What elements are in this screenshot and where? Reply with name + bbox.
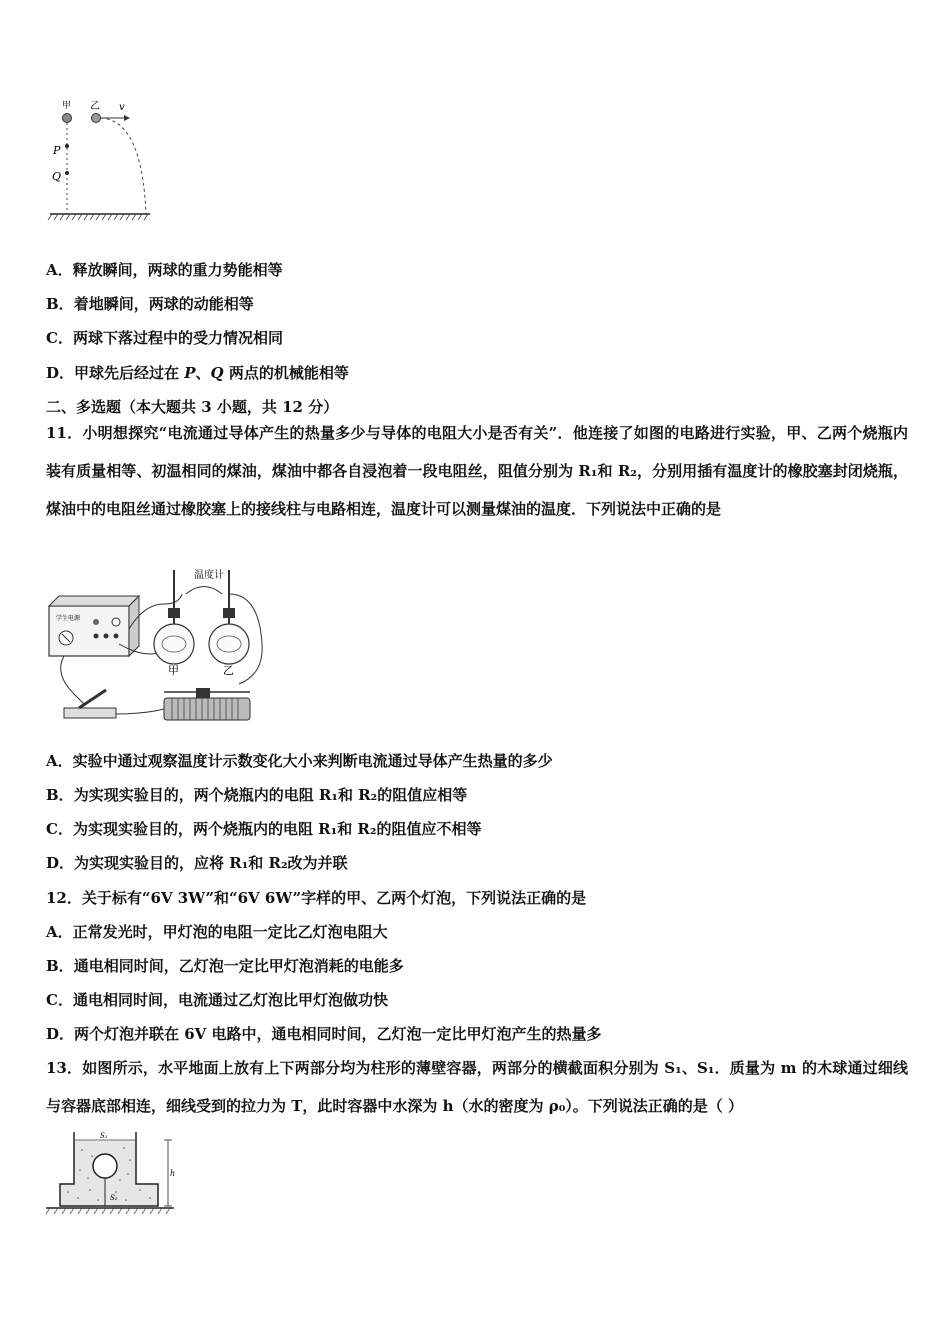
q10-option-b: B．着地瞬间，两球的动能相等: [46, 295, 254, 313]
q13-wooden-ball: [93, 1154, 117, 1178]
q10-point-p: [65, 144, 69, 148]
q11-option-c: C．为实现实验目的，两个烧瓶内的电阻 R₁和 R₂的阻值应不相等: [46, 820, 482, 838]
q11-rheostat: [164, 698, 250, 720]
q11-option-b: B．为实现实验目的，两个烧瓶内的电阻 R₁和 R₂的阻值应相等: [46, 786, 468, 804]
q13-stem: 13．如图所示，水平地面上放有上下两部分均为柱形的薄壁容器，两部分的横截面积分别为 S₁、S₁．质量为 m 的木球通过细线与容器底部相连，细线受到的拉力为 T，此时容器中水深为 h（水的密度为 ρ₀）。下列说法正确的是（ ）: [46, 1059, 908, 1115]
q10-point-q: [65, 171, 69, 175]
q11-label-yi: 乙: [223, 664, 234, 677]
q12-stem: 12．关于标有“6V 3W”和“6V 6W”字样的甲、乙两个灯泡，下列说法正确的是: [46, 889, 587, 907]
q12-option-b: B．通电相同时间，乙灯泡一定比甲灯泡消耗的电能多: [46, 957, 404, 975]
q11-option-a: A．实验中通过观察温度计示数变化大小来判断电流通过导体产生热量的多少: [46, 752, 553, 770]
q10-figure: [44, 96, 156, 226]
q10-ball-yi: [92, 114, 101, 123]
q10-label-v: v: [119, 102, 125, 113]
q11-option-d: D．为实现实验目的，应将 R₁和 R₂改为并联: [46, 854, 348, 872]
q10-label-jia: 甲: [62, 101, 72, 111]
q13-label-h: h: [170, 1169, 176, 1178]
q12-option-c: C．通电相同时间，电流通过乙灯泡比甲灯泡做功快: [46, 991, 388, 1009]
q10-ball-jia: [63, 114, 72, 123]
q10-label-p: P: [53, 144, 61, 157]
q12-option-d: D．两个灯泡并联在 6V 电路中，通电相同时间，乙灯泡一定比甲灯泡产生的热量多: [46, 1025, 602, 1043]
q11-label-jia: 甲: [168, 664, 179, 677]
q11-stem: 11．小明想探究“电流通过导体产生的热量多少与导体的电阻大小是否有关”．他连接了如图的电路进行实验，甲、乙两个烧瓶内装有质量相等、初温相同的煤油，煤油中都各自浸泡着一段电阻丝，阻值分别为 R₁和 R₂，分别用插有温度计的橡胶塞封闭烧瓶，煤油中的电阻丝通过橡胶塞上的接线柱与电路相连，温度计可以测量煤油的温度．下列说法中正确的是: [46, 424, 908, 518]
q10-option-a: A．释放瞬间，两球的重力势能相等: [46, 261, 283, 279]
q11-thermometer-label: 温度计: [194, 570, 224, 581]
q11-power-supply: [49, 606, 129, 656]
q11-flask-yi: [209, 624, 249, 664]
q11-flask-jia: [154, 624, 194, 664]
q12-option-a: A．正常发光时，甲灯泡的电阻一定比乙灯泡电阻大: [46, 923, 388, 941]
q10-option-c: C．两球下落过程中的受力情况相同: [46, 329, 283, 347]
q13-label-s-top: S₁: [100, 1132, 108, 1140]
q10-option-d: D．甲球先后经过在 P、Q 两点的机械能相等: [46, 364, 349, 382]
q13-label-s-bottom: S₂: [110, 1194, 118, 1202]
q13-water-lower: [60, 1184, 158, 1206]
q11-power-label: 学生电源: [56, 615, 81, 622]
q10-label-yi: 乙: [90, 101, 100, 112]
q10-label-q: Q: [52, 170, 62, 183]
q11-switch: [64, 708, 116, 718]
q13-figure: [44, 1126, 180, 1218]
section-heading: 二、多选题（本大题共 3 小题，共 12 分）: [46, 398, 339, 416]
q11-figure: [44, 564, 268, 736]
q10-yi-trajectory: [101, 118, 146, 214]
